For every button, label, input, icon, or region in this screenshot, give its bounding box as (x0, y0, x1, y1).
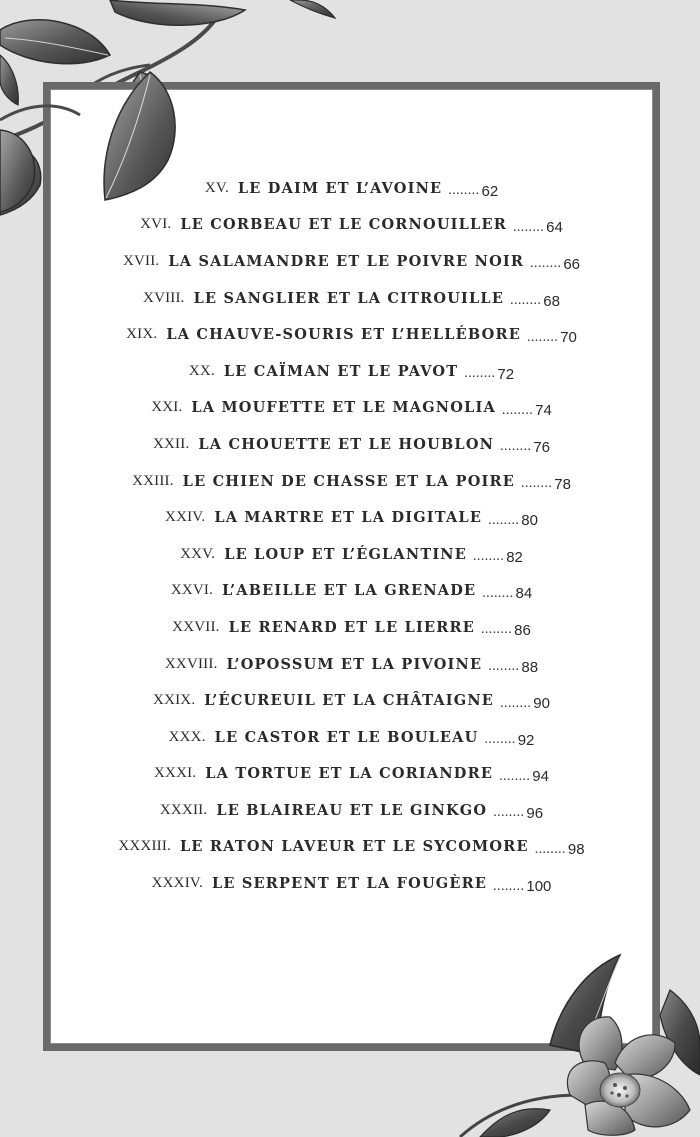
chapter-numeral: XXI. (151, 399, 183, 416)
chapter-title: LE BLAIREAU ET LE GINKGO (216, 801, 488, 819)
page-number: 90 (533, 695, 550, 713)
chapter-title: LA SALAMANDRE ET LE POIVRE NOIR (168, 252, 525, 270)
chapter-title: LE SERPENT ET LA FOUGÈRE (211, 875, 488, 893)
chapter-title: L’ÉCUREUIL ET LA CHÂTAIGNE (204, 692, 495, 710)
page-number: 100 (526, 878, 552, 896)
dot-leader: ........ (464, 366, 496, 382)
page-number: 70 (560, 329, 577, 347)
dot-leader: ........ (500, 439, 532, 455)
chapter-title: LE CHIEN DE CHASSE ET LA POIRE (182, 472, 516, 490)
chapter-title: L’OPOSSUM ET LA PIVOINE (226, 655, 483, 673)
page-number: 76 (533, 438, 551, 456)
chapter-numeral: XV. (204, 179, 229, 196)
dot-leader: ........ (510, 293, 542, 309)
chapter-title: LA MOUFETTE ET LE MAGNOLIA (191, 399, 496, 417)
dot-leader: ........ (534, 841, 566, 857)
page-number: 68 (543, 292, 560, 310)
chapter-numeral: XVII. (122, 252, 160, 269)
dot-leader: ........ (530, 256, 562, 272)
page-number: 78 (554, 475, 571, 493)
page-number: 94 (532, 768, 549, 786)
toc-entry (43, 243, 660, 280)
chapter-title: LE SANGLIER ET LA CITROUILLE (193, 289, 505, 307)
dot-leader: ........ (488, 512, 520, 528)
page-number: 66 (563, 255, 581, 273)
chapter-numeral: XXXI. (154, 765, 197, 782)
toc-entry (43, 426, 660, 463)
toc-entry (43, 536, 660, 573)
toc-entry (43, 609, 660, 646)
toc-entry (43, 719, 660, 756)
dot-leader: ........ (500, 695, 532, 711)
chapter-title: LE DAIM ET L’AVOINE (237, 179, 443, 197)
page-number: 82 (506, 548, 523, 566)
page-number: 80 (521, 512, 538, 530)
dot-leader: ........ (521, 476, 553, 492)
toc-entry (43, 280, 660, 317)
dot-leader: ........ (488, 659, 520, 675)
page-number: 88 (521, 658, 539, 676)
chapter-numeral: XX. (188, 362, 215, 379)
dot-leader: ........ (512, 219, 545, 235)
chapter-numeral: XXXII. (159, 801, 208, 818)
chapter-title: LA TORTUE ET LA CORIANDRE (205, 765, 494, 783)
page-number: 64 (546, 219, 563, 237)
toc-entry (43, 316, 660, 353)
page-number: 96 (526, 804, 544, 822)
chapter-numeral: XXXIII. (118, 838, 172, 855)
toc-entry (43, 646, 660, 683)
chapter-numeral: XVI. (140, 216, 172, 233)
page-number: 62 (481, 182, 499, 200)
toc-entry (43, 865, 660, 902)
toc-entry (43, 829, 660, 866)
page-number: 84 (515, 585, 533, 603)
chapter-numeral: XXVII. (172, 618, 220, 635)
page-number: 72 (497, 365, 515, 383)
chapter-title: LE RATON LAVEUR ET LE SYCOMORE (180, 838, 529, 856)
chapter-title: LA MARTRE ET LA DIGITALE (214, 509, 483, 527)
chapter-numeral: XXIV. (165, 509, 206, 526)
dot-leader: ........ (501, 402, 534, 418)
dot-leader: ........ (480, 622, 513, 638)
chapter-title: L’ABEILLE ET LA GRENADE (222, 582, 477, 600)
toc-entry (43, 682, 660, 719)
toc-entry (43, 353, 660, 390)
chapter-numeral: XXV. (180, 545, 216, 562)
chapter-numeral: XXX. (168, 728, 206, 745)
chapter-numeral: XVIII. (143, 289, 185, 306)
chapter-numeral: XXIII. (132, 472, 174, 489)
chapter-title: LE CORBEAU ET LE CORNOUILLER (180, 216, 507, 234)
chapter-title: LE RENARD ET LE LIERRE (228, 618, 475, 636)
chapter-title: LA CHAUVE-SOURIS ET L’HELLÉBORE (166, 326, 521, 344)
chapter-numeral: XXVI. (170, 582, 214, 599)
toc-entry (43, 792, 660, 829)
dot-leader: ........ (493, 878, 525, 894)
dot-leader: ........ (526, 329, 559, 345)
dot-leader: ........ (448, 183, 480, 199)
toc-entry (43, 390, 660, 427)
chapter-numeral: XXIX. (153, 692, 196, 709)
page-number: 98 (567, 841, 585, 859)
dot-leader: ........ (484, 732, 516, 748)
toc-entry (43, 499, 660, 536)
chapter-numeral: XXII. (152, 435, 190, 452)
page-number: 74 (535, 402, 552, 420)
dot-leader: ........ (493, 805, 525, 821)
chapter-title: LA CHOUETTE ET LE HOUBLON (198, 435, 495, 453)
toc-entry (43, 170, 660, 207)
toc-entry (43, 207, 660, 244)
chapter-numeral: XXVIII. (164, 655, 218, 672)
chapter-numeral: XIX. (126, 326, 158, 343)
page-number: 86 (514, 621, 531, 639)
dot-leader: ........ (482, 585, 514, 601)
toc-entry (43, 756, 660, 793)
toc-entry (43, 463, 660, 500)
dot-leader: ........ (499, 768, 531, 784)
toc-entry (43, 573, 660, 610)
table-of-contents (43, 170, 660, 902)
dot-leader: ........ (473, 549, 505, 565)
chapter-numeral: XXXIV. (151, 875, 203, 892)
page-number: 92 (517, 731, 535, 749)
chapter-title: LE CASTOR ET LE BOULEAU (214, 728, 479, 746)
chapter-title: LE LOUP ET L’ÉGLANTINE (224, 545, 468, 563)
chapter-title: LE CAÏMAN ET LE PAVOT (223, 362, 459, 380)
